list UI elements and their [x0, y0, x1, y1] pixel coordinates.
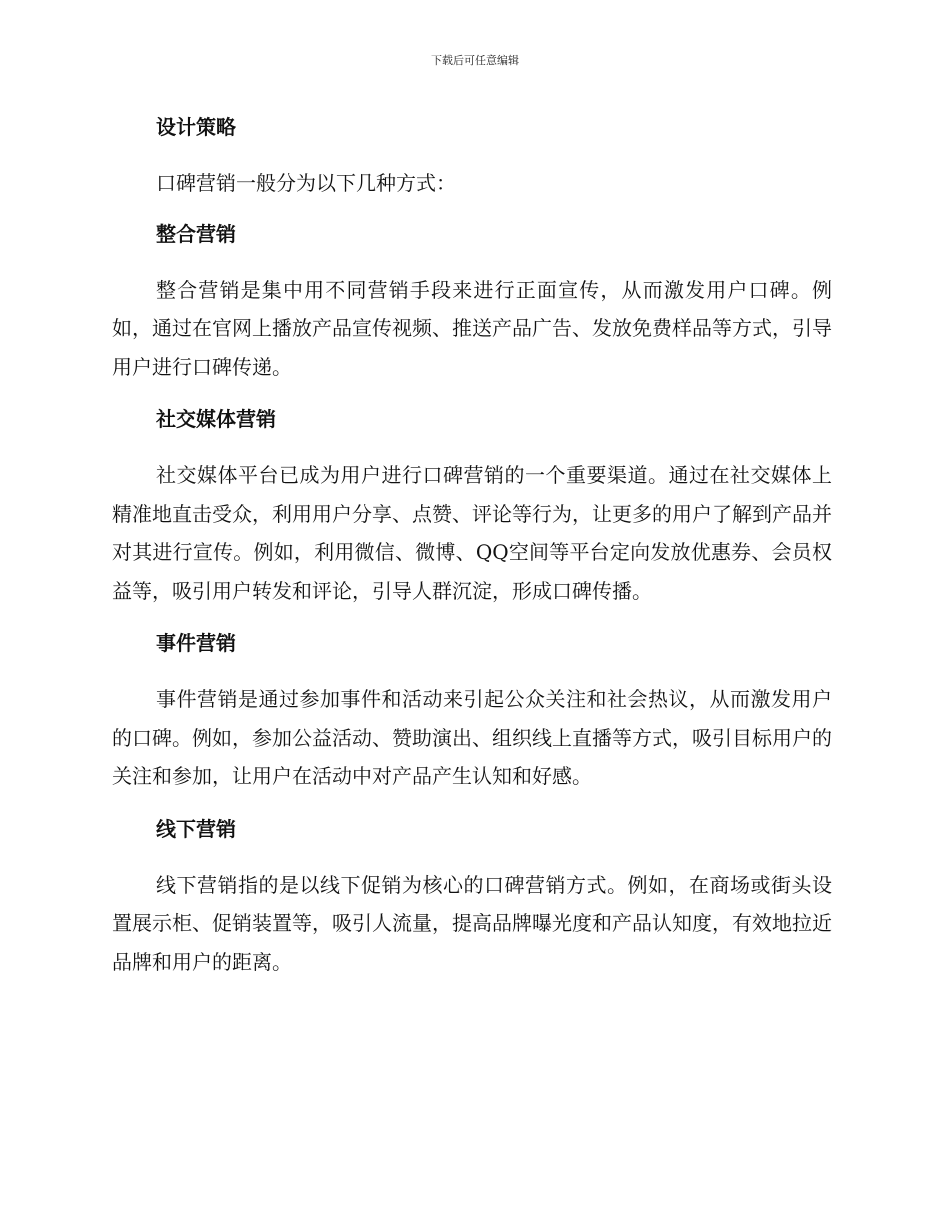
section-paragraph-event-marketing: 事件营销是通过参加事件和活动来引起公众关注和社会热议，从而激发用户的口碑。例如，参加公益活动、赞助演出、组织线上直播等方式，吸引目标用户的关注和参加，让用户在活动中对产品产生认知和好感。	[112, 687, 832, 788]
section-paragraph-design-strategy: 口碑营销一般分为以下几种方式：	[156, 171, 456, 195]
document-body	[112, 110, 832, 997]
section-paragraph-offline-marketing: 线下营销指的是以线下促销为核心的口碑营销方式。例如，在商场或街头设置展示柜、促销装置等，吸引人流量，提高品牌曝光度和产品认知度，有效地拉近品牌和用户的距离。	[112, 872, 832, 974]
section-paragraph-integrated-marketing: 整合营销是集中用不同营销手段来进行正面宣传，从而激发用户口碑。例如，通过在官网上播放产品宣传视频、推送产品广告、发放免费样品等方式，引导用户进行口碑传递。	[112, 277, 832, 379]
section-heading-social-media-marketing: 社交媒体营销	[156, 407, 276, 431]
section-heading-integrated-marketing: 整合营销	[156, 221, 236, 246]
section-heading-event-marketing: 事件营销	[156, 631, 236, 655]
section-paragraph-social-media-marketing: 社交媒体平台已成为用户进行口碑营销的一个重要渠道。通过在社交媒体上精准地直击受众，利用用户分享、点赞、评论等行为，让更多的用户了解到产品并对其进行宣传。例如，利用微信、微博、QQ空间等平台定向发放优惠券、会员权益等，吸引用户转发和评论，引导人群沉淀，形成口碑传播。	[112, 463, 832, 603]
section-heading-offline-marketing: 线下营销	[156, 816, 236, 841]
page-header: 下载后可任意编辑	[431, 54, 519, 67]
section-heading-design-strategy: 设计策略	[156, 115, 236, 139]
